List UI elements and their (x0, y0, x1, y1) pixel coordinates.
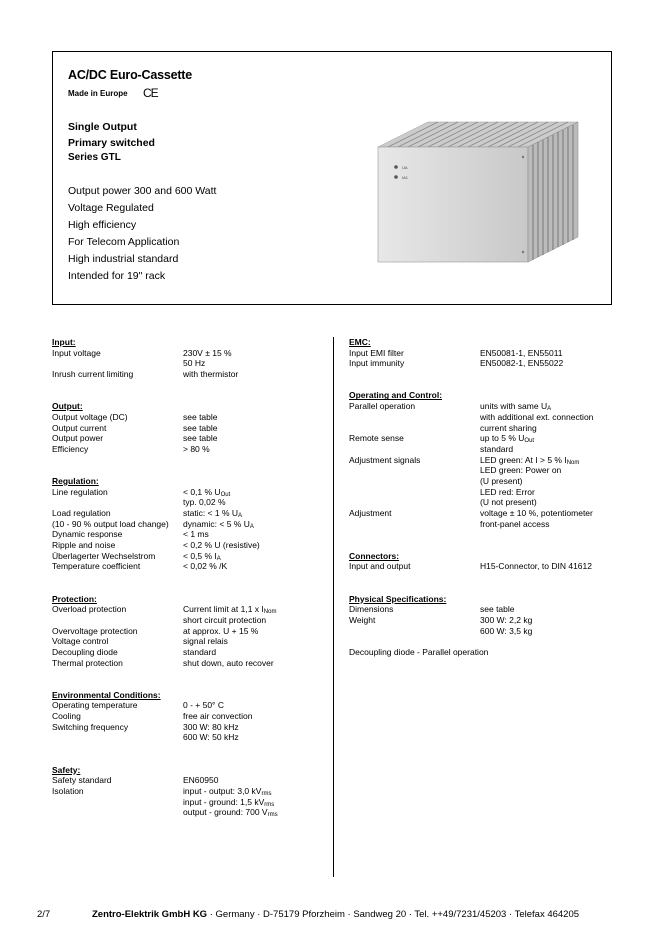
spec-label: Overload protection (52, 604, 127, 615)
spec-label: Remote sense (349, 433, 404, 444)
section-heading: Environmental Conditions: (52, 689, 161, 700)
spec-value: Current limit at 1,1 x $I_{Nom}$ (183, 604, 277, 616)
spec-value: 0 - + 50° C (183, 700, 224, 711)
product-header-box (52, 51, 612, 305)
made-in-label: Made in Europe (68, 89, 128, 98)
spec-label: Parallel operation (349, 401, 416, 412)
section-heading: Connectors: (349, 550, 400, 561)
spec-value: < 1 ms (183, 529, 209, 540)
subtitle-line: Series GTL (68, 152, 121, 163)
spec-value: input - ground: 1,5 $kV_{rms}$ (183, 796, 275, 808)
spec-value: see table (183, 422, 218, 433)
section-heading: Operating and Control: (349, 390, 443, 401)
spec-label: Input and output (349, 561, 411, 572)
spec-label: (10 - 90 % output load change) (52, 518, 169, 529)
spec-label: Isolation (52, 785, 84, 796)
subtitle-line: Primary switched (68, 137, 155, 149)
feature-item: High efficiency (68, 219, 137, 231)
feature-item: Intended for 19" rack (68, 270, 166, 282)
spec-label: Input voltage (52, 347, 101, 358)
spec-value: voltage ± 10 %, potentiometer (480, 508, 593, 518)
spec-value: with thermistor (183, 369, 239, 380)
spec-value: free air convection (183, 711, 253, 722)
spec-label: Inrush current limiting (52, 369, 134, 380)
spec-label: Output power (52, 433, 104, 444)
spec-value: front-panel access (480, 518, 550, 529)
spec-label: Safety standard (52, 775, 112, 786)
spec-value: 300 W: 2,2 kg (480, 614, 533, 625)
spec-value: standard (183, 646, 217, 657)
company-name: Zentro-Elektrik GmbH KG (92, 909, 208, 920)
spec-label: Überlagerter Wechselstrom (52, 550, 156, 561)
spec-label: Output current (52, 422, 107, 433)
spec-label: Dimensions (349, 604, 394, 615)
svg-text:UA: UA (402, 165, 408, 170)
spec-value: 600 W: 50 kHz (183, 732, 239, 743)
spec-value: input - output: 3,0 $kV_{rms}$ (183, 785, 272, 797)
footer-address: Zentro-Elektrik GmbH KG · Germany · D-75179 Pforzheim · Sandweg 20 · Tel. ++49/7231/45203 · Telefax 464205 (92, 909, 580, 920)
section-heading: Output: (52, 401, 83, 412)
spec-value: EN50081-1, EN55011 (480, 347, 563, 358)
spec-value: < 0,1 % $U_{Out}$ (183, 486, 231, 498)
spec-value: dynamic: < 5 % $U_A$ (183, 518, 254, 530)
spec-value: EN50082-1, EN55022 (480, 358, 564, 369)
spec-label: Line regulation (52, 486, 108, 497)
ce-mark-icon: CE (143, 86, 158, 100)
spec-value: (U present) (480, 475, 523, 486)
spec-label: Temperature coefficient (52, 561, 141, 572)
product-photo (358, 112, 583, 277)
spec-label: Adjustment (349, 508, 392, 518)
left-spec-column (52, 337, 327, 818)
spec-value: signal relais (183, 636, 228, 647)
spec-value: short circuit protection (183, 614, 267, 625)
spec-value: (U not present) (480, 497, 537, 508)
spec-value: see table (480, 604, 515, 615)
spec-value: typ. 0,02 % (183, 497, 226, 508)
spec-value: current sharing (480, 422, 537, 433)
spec-value: < 0,02 % /K (183, 561, 228, 572)
spec-value: LED green: Power on (480, 465, 562, 476)
spec-label: Input EMI filter (349, 347, 404, 358)
spec-value: < 0,2 % U (resistive) (183, 540, 260, 551)
spec-value: EN60950 (183, 775, 219, 786)
spec-label: Thermal protection (52, 657, 123, 668)
section-heading: EMC: (349, 337, 371, 347)
spec-label: Ripple and noise (52, 540, 116, 551)
column-divider (333, 337, 334, 877)
feature-item: For Telecom Application (68, 236, 180, 248)
note-text: Decoupling diode - Parallel operation (349, 646, 489, 657)
section-heading: Protection: (52, 593, 97, 604)
spec-value: shut down, auto recover (183, 657, 274, 668)
spec-value: static: < 1 % $U_A$ (183, 508, 243, 519)
spec-label: Cooling (52, 711, 81, 722)
spec-value: LED green: At I > 5 % $I_{Nom}$ (480, 454, 580, 466)
spec-label: Adjustment signals (349, 454, 421, 465)
spec-value: up to 5 % $U_{Out}$ (480, 433, 535, 445)
section-heading: Input: (52, 337, 76, 347)
spec-value: < 0,5 % $I_A$ (183, 550, 221, 562)
spec-label: Efficiency (52, 443, 89, 454)
spec-value: at approx. U + 15 % (183, 625, 259, 636)
feature-item: High industrial standard (68, 253, 179, 265)
spec-value: LED red: Error (480, 486, 535, 497)
subtitle-line: Single Output (68, 121, 137, 133)
spec-label: Overvoltage protection (52, 625, 138, 636)
spec-label: Operating temperature (52, 700, 138, 711)
section-heading: Regulation: (52, 475, 99, 486)
spec-value: see table (183, 433, 218, 444)
spec-label: Dynamic response (52, 529, 123, 540)
spec-label: Weight (349, 614, 376, 625)
spec-label: Voltage control (52, 636, 109, 647)
spec-value: 600 W: 3,5 kg (480, 625, 533, 636)
spec-value: H15-Connector, to DIN 41612 (480, 561, 592, 572)
spec-value: see table (183, 411, 218, 422)
spec-value: units with same $U_A$ (480, 401, 552, 413)
feature-item: Output power 300 and 600 Watt (68, 185, 217, 197)
page-number: 2/7 (37, 909, 51, 920)
spec-label: Switching frequency (52, 721, 129, 732)
section-heading: Safety: (52, 764, 81, 775)
right-spec-column (349, 337, 629, 658)
spec-value: > 80 % (183, 443, 210, 454)
spec-label: Output voltage (DC) (52, 411, 128, 422)
svg-text:IA1: IA1 (402, 175, 409, 180)
spec-label: Input immunity (349, 358, 405, 369)
spec-value: with additional ext. connection (480, 411, 594, 422)
spec-value: 50 Hz (183, 358, 206, 369)
spec-value: output - ground: 700 $V_{rms}$ (183, 807, 278, 819)
spec-value: standard (480, 443, 514, 454)
product-title: AC/DC Euro-Cassette (68, 68, 193, 82)
feature-item: Voltage Regulated (68, 202, 154, 214)
spec-label: Load regulation (52, 508, 111, 518)
spec-value: 300 W: 80 kHz (183, 721, 239, 732)
spec-value: 230V ± 15 % (183, 347, 232, 358)
section-heading: Physical Specifications: (349, 593, 447, 604)
spec-label: Decoupling diode (52, 646, 118, 657)
